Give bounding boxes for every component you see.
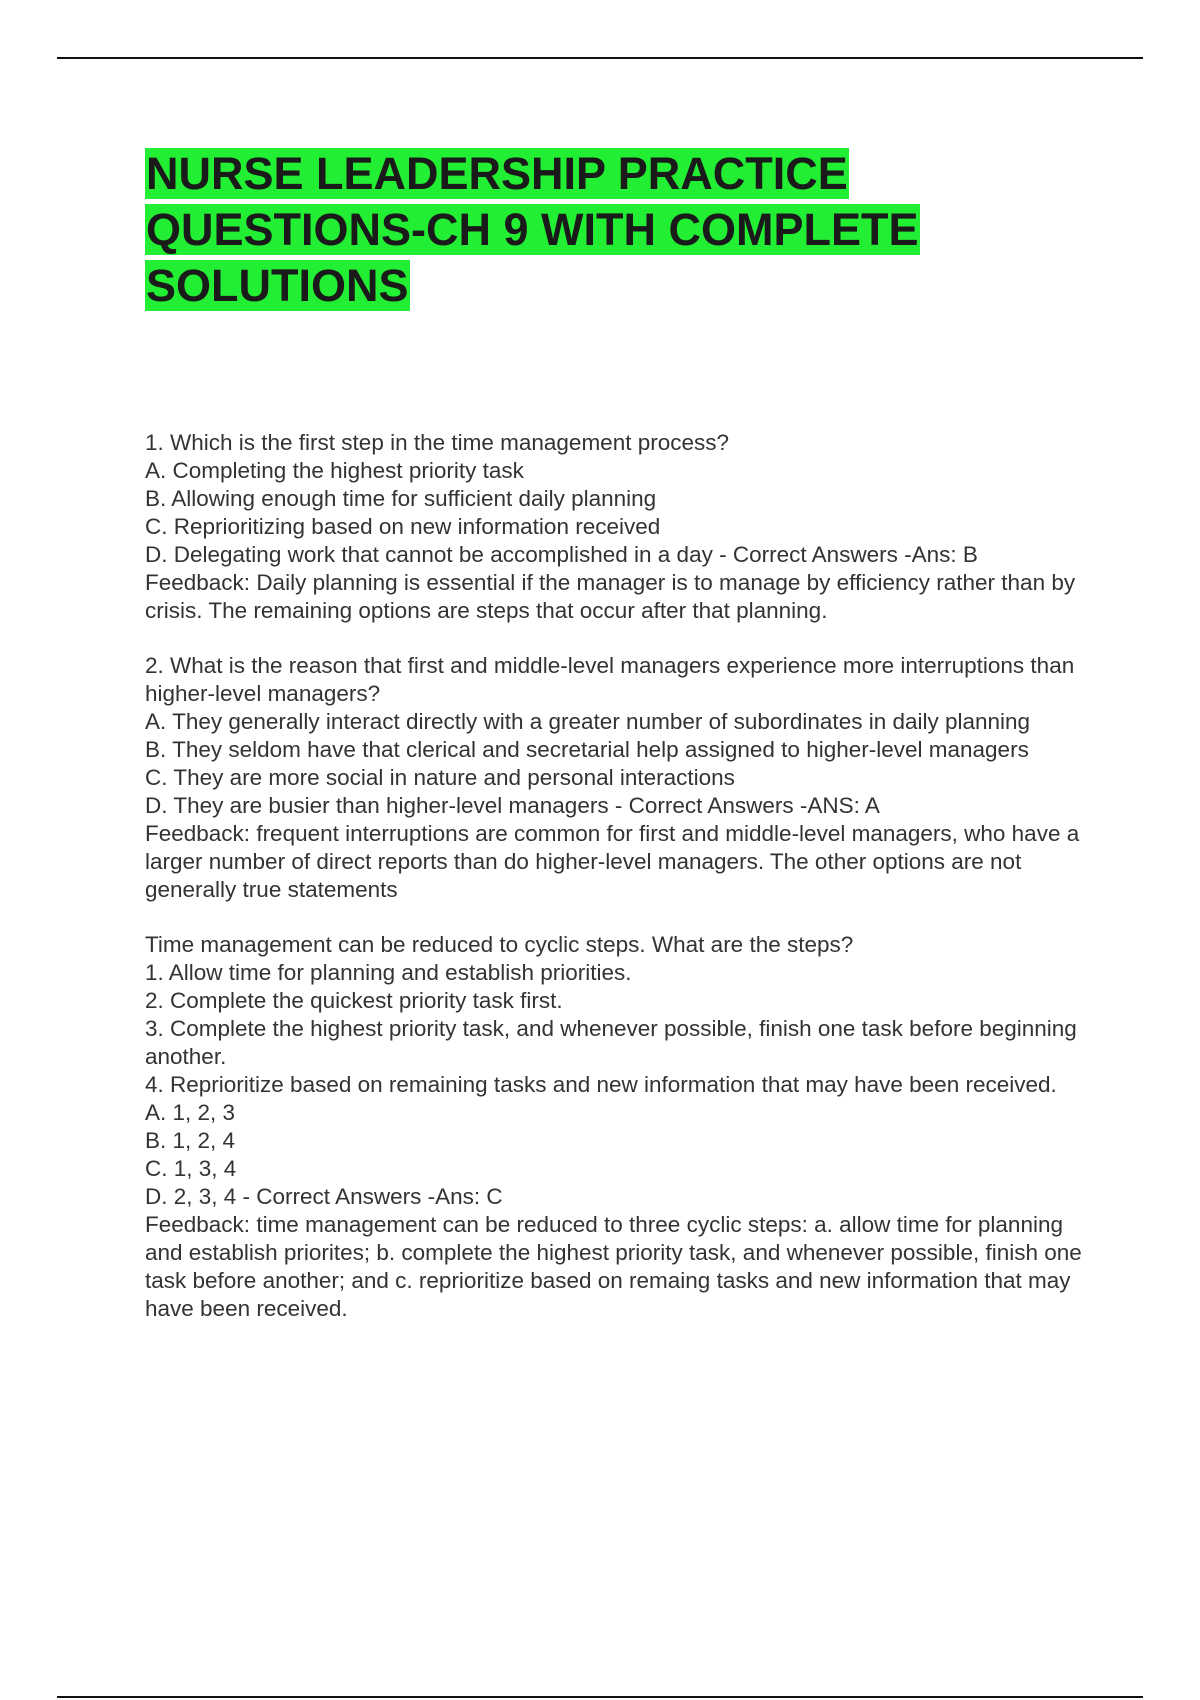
question-1-stem: 1. Which is the first step in the time management process?	[145, 430, 730, 455]
question-2-option-a: A. They generally interact directly with a greater number of subordinates in daily planning	[145, 709, 1031, 734]
page-content	[145, 146, 1100, 1350]
question-1-feedback: Feedback: Daily planning is essential if the manager is to manage by efficiency rather than by crisis. The remaining options are steps that occur after that planning.	[145, 570, 1076, 623]
question-2-option-b: B. They seldom have that clerical and secretarial help assigned to higher-level managers	[145, 737, 1029, 762]
question-2-stem: 2. What is the reason that first and middle-level managers experience more interruptions than higher-level managers?	[145, 653, 1075, 706]
question-3-step-4: 4. Reprioritize based on remaining tasks and new information that may have been received.	[145, 1072, 1057, 1097]
question-3-option-a: A. 1, 2, 3	[145, 1100, 236, 1125]
question-3-stem: Time management can be reduced to cyclic steps. What are the steps?	[145, 932, 854, 957]
questions-section	[145, 429, 1100, 1323]
question-1-option-c: C. Reprioritizing based on new information received	[145, 514, 661, 539]
question-1	[145, 429, 1100, 625]
question-3-option-d: D. 2, 3, 4 - Correct Answers -Ans: C	[145, 1184, 503, 1209]
question-3-option-b: B. 1, 2, 4	[145, 1128, 236, 1153]
question-1-option-b: B. Allowing enough time for sufficient daily planning	[145, 486, 657, 511]
bottom-rule	[57, 1696, 1143, 1698]
question-3-feedback: Feedback: time management can be reduced to three cyclic steps: a. allow time for planning and establish priorites; b. complete the highest priority task, and whenever possible, finish one task before another; and c. reprioritize based on remaing tasks and new information that may have been received.	[145, 1212, 1082, 1321]
question-2	[145, 652, 1100, 904]
question-1-option-a: A. Completing the highest priority task	[145, 458, 524, 483]
question-3-step-1: 1. Allow time for planning and establish priorities.	[145, 960, 632, 985]
title-highlight: NURSE LEADERSHIP PRACTICE QUESTIONS-CH 9 WITH COMPLETE SOLUTIONS	[146, 148, 919, 311]
document-title	[145, 146, 1100, 314]
question-1-option-d: D. Delegating work that cannot be accomplished in a day - Correct Answers -Ans: B	[145, 542, 978, 567]
question-3-step-2: 2. Complete the quickest priority task first.	[145, 988, 563, 1013]
top-rule	[57, 57, 1143, 59]
question-3	[145, 931, 1100, 1323]
question-2-option-d: D. They are busier than higher-level managers - Correct Answers -ANS: A	[145, 793, 880, 818]
question-3-step-3: 3. Complete the highest priority task, and whenever possible, finish one task before beginning another.	[145, 1016, 1077, 1069]
question-2-option-c: C. They are more social in nature and personal interactions	[145, 765, 735, 790]
question-3-option-c: C. 1, 3, 4	[145, 1156, 237, 1181]
question-2-feedback: Feedback: frequent interruptions are common for first and middle-level managers, who have a larger number of direct reports than do higher-level managers. The other options are not generally true statements	[145, 821, 1080, 902]
